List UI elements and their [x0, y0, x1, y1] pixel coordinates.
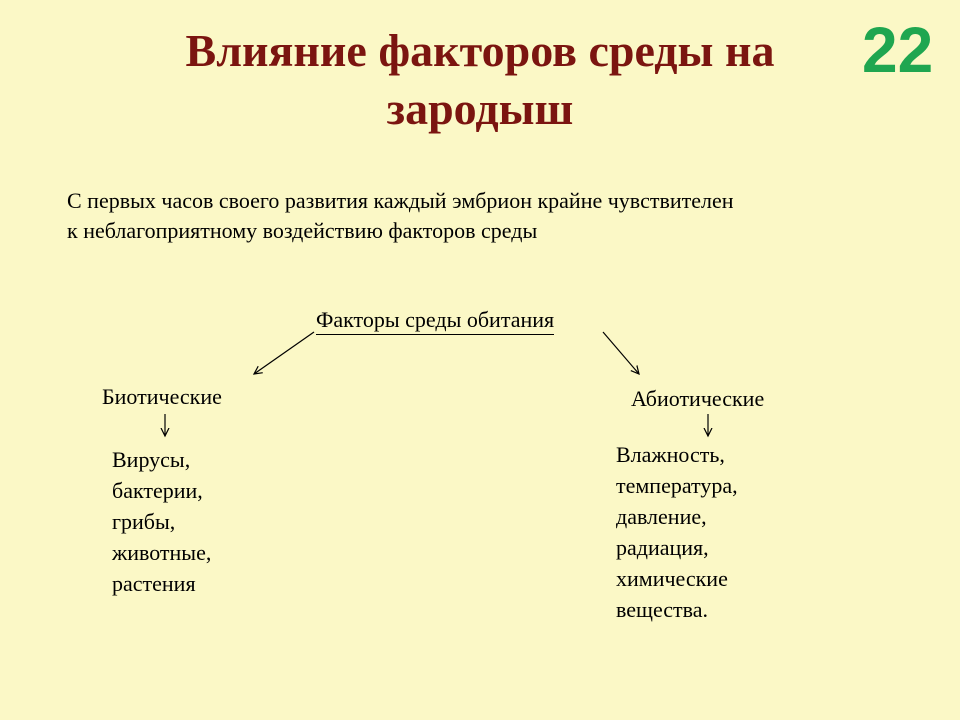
- intro-line-2: к неблагоприятному воздействию факторов среды: [67, 218, 538, 243]
- list-item: бактерии,: [112, 478, 203, 503]
- abiotic-label: Абиотические: [631, 386, 765, 411]
- list-item: химические: [616, 566, 728, 591]
- list-item: растения: [112, 571, 196, 596]
- list-item: Влажность,: [616, 442, 725, 467]
- slide-number: 22: [862, 14, 934, 86]
- list-item: температура,: [616, 473, 738, 498]
- diagram-root-label: Факторы среды обитания: [316, 306, 554, 335]
- list-item: давление,: [616, 504, 707, 529]
- list-item: грибы,: [112, 509, 176, 534]
- title-line-1: Влияние факторов среды на: [185, 25, 775, 76]
- biotic-list: [112, 444, 211, 599]
- intro-line-1: С первых часов своего развития каждый эмбрион крайне чувствителен: [67, 188, 734, 213]
- title-line-2: зародыш: [386, 83, 574, 134]
- list-item: животные,: [112, 540, 212, 565]
- list-item: радиация,: [616, 535, 709, 560]
- list-item: вещества.: [616, 597, 709, 622]
- abiotic-list: [616, 439, 738, 625]
- arrow-to-abiotic: [603, 332, 639, 374]
- list-item: Вирусы,: [112, 447, 191, 472]
- biotic-label: Биотические: [102, 384, 222, 409]
- arrow-to-biotic: [254, 332, 314, 374]
